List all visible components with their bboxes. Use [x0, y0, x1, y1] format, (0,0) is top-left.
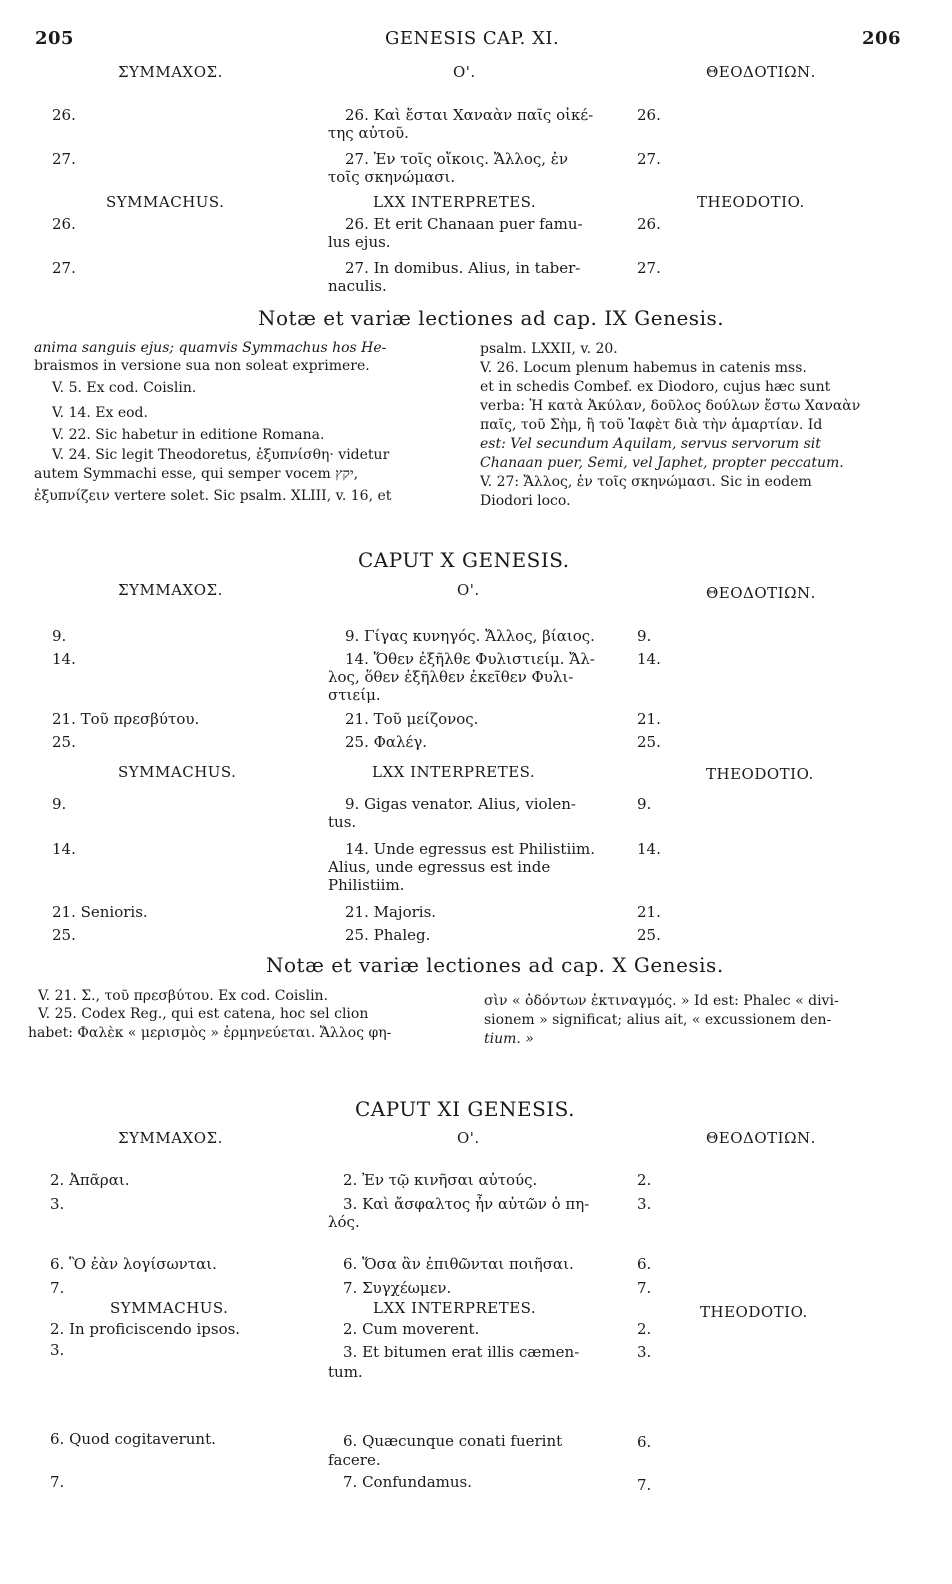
- x-note-right-line: σὶν « ὀδόντων ἐκτιναγμός. » Id est: Phalec « divi-: [484, 993, 839, 1009]
- x-greek-row-lxx-line: λος, ὅθεν ἐξῆλθεν ἐκεῖθεν Φυλι-: [328, 668, 574, 686]
- xi-latin-row-lxx-line: tum.: [328, 1363, 363, 1381]
- xi-greek-row-sym: 3.: [50, 1195, 65, 1213]
- ix-greek-row-lxx-line: 27. Ἐν τοῖς οἴκοις. Ἄλλος, ἐν: [345, 150, 568, 168]
- xi-greek-row-lxx-line: 2. Ἐν τῷ κινῆσαι αὐτούς.: [343, 1171, 538, 1189]
- x-latin-row-theo: 25.: [637, 926, 661, 944]
- x-latin-row-theo: 9.: [637, 795, 652, 813]
- xi-greek-row-theo: 2.: [637, 1171, 652, 1189]
- ix-greek-row-lxx-line: της αὐτοῦ.: [328, 124, 409, 142]
- ix-latin-header-symmachus: SYMMACHUS.: [106, 193, 225, 211]
- ix-latin-row-lxx-line: naculis.: [328, 277, 387, 295]
- ix-note-right-line: psalm. LXXII, v. 20.: [480, 341, 618, 357]
- ix-latin-header-theodotio: THEODOTIO.: [697, 193, 805, 211]
- xi-latin-header-symmachus: SYMMACHUS.: [110, 1299, 229, 1317]
- xi-greek-header-theodotion: ΘΕΟΔΟΤΙΩΝ.: [706, 1129, 816, 1147]
- xi-latin-row-sym: 2. In proficiscendo ipsos.: [50, 1320, 241, 1338]
- xi-latin-row-lxx-line: 3. Et bitumen erat illis cæmen-: [343, 1343, 580, 1361]
- ix-note-left-line: ἐξυπνίζειν vertere solet. Sic psalm. XLIII, v. 16, et: [34, 488, 392, 504]
- ix-note-left-line: V. 24. Sic legit Theodoretus, ἐξυπνίσθη· videtur: [52, 447, 390, 463]
- x-latin-row-lxx-line: Alius, unde egressus est inde: [328, 858, 551, 876]
- ix-latin-row-lxx-line: lus ejus.: [328, 233, 391, 251]
- x-latin-row-lxx-line: Philistiim.: [328, 876, 405, 894]
- x-greek-header-symmachus: ΣΥΜΜΑΧΟΣ.: [118, 581, 223, 599]
- x-greek-header-theodotion: ΘΕΟΔΟΤΙΩΝ.: [706, 584, 816, 602]
- x-note-left-line: habet: Φαλὲκ « μερισμὸς » ἑρμηνεύεται. Ἄλλος φη-: [28, 1025, 392, 1041]
- x-latin-row-lxx-line: 9. Gigas venator. Alius, violen-: [345, 795, 576, 813]
- ix-greek-row-sym: 27.: [52, 150, 76, 168]
- ix-latin-row-sym: 26.: [52, 215, 76, 233]
- xi-greek-row-sym: 7.: [50, 1279, 65, 1297]
- x-latin-row-sym: 25.: [52, 926, 76, 944]
- x-greek-row-sym: 21. Τοῦ πρεσβύτου.: [52, 710, 200, 728]
- ix-greek-row-lxx-line: 26. Καὶ ἔσται Χαναὰν παῖς οἰκέ-: [345, 106, 594, 124]
- xi-greek-row-sym: 6. Ὃ ἐὰν λογίσωνται.: [50, 1255, 217, 1273]
- x-greek-row-lxx-line: 9. Γίγας κυνηγός. Ἄλλος, βίαιος.: [345, 627, 595, 645]
- x-greek-row-theo: 9.: [637, 627, 652, 645]
- xi-latin-row-lxx-line: 7. Confundamus.: [343, 1473, 473, 1491]
- x-latin-row-theo: 14.: [637, 840, 661, 858]
- caput-x-title: CAPUT X GENESIS.: [358, 548, 570, 572]
- x-latin-row-lxx-line: 25. Phaleg.: [345, 926, 431, 944]
- xi-latin-row-sym: 7.: [50, 1473, 65, 1491]
- ix-latin-row-sym: 27.: [52, 259, 76, 277]
- ix-note-right-line: Diodori loco.: [480, 493, 571, 509]
- x-latin-row-sym: 21. Senioris.: [52, 903, 148, 921]
- x-greek-row-sym: 14.: [52, 650, 76, 668]
- x-latin-row-lxx-line: tus.: [328, 813, 357, 831]
- xi-greek-row-theo: 7.: [637, 1279, 652, 1297]
- ix-greek-row-theo: 26.: [637, 106, 661, 124]
- ix-greek-header-theodotion: ΘΕΟΔΟΤΙΩΝ.: [706, 63, 816, 81]
- ix-latin-row-theo: 27.: [637, 259, 661, 277]
- xi-latin-row-sym: 6. Quod cogitaverunt.: [50, 1430, 216, 1448]
- x-latin-header-symmachus: SYMMACHUS.: [118, 763, 237, 781]
- xi-latin-row-sym: 3.: [50, 1341, 65, 1359]
- ix-latin-header-lxx: LXX INTERPRETES.: [373, 193, 537, 211]
- xi-latin-header-lxx: LXX INTERPRETES.: [373, 1299, 537, 1317]
- ix-note-left-line: V. 5. Ex cod. Coislin.: [52, 380, 197, 396]
- running-title: GENESIS CAP. XI.: [385, 28, 560, 49]
- page-number-right: 206: [862, 28, 902, 49]
- xi-latin-header-theodotio: THEODOTIO.: [700, 1303, 808, 1321]
- x-note-right-line: sionem » significat; alius ait, « excussionem den-: [484, 1012, 832, 1028]
- x-latin-row-sym: 9.: [52, 795, 67, 813]
- xi-latin-row-theo: 7.: [637, 1476, 652, 1494]
- ix-greek-row-lxx-line: τοῖς σκηνώμασι.: [328, 168, 456, 186]
- xi-latin-row-lxx-line: 6. Quæcunque conati fuerint: [343, 1432, 563, 1450]
- x-greek-row-sym: 9.: [52, 627, 67, 645]
- ix-latin-row-lxx-line: 26. Et erit Chanaan puer famu-: [345, 215, 583, 233]
- ix-note-right-line: Chanaan puer, Semi, vel Japhet, propter peccatum.: [480, 455, 844, 471]
- ix-greek-row-theo: 27.: [637, 150, 661, 168]
- xi-greek-row-lxx-line: 3. Καὶ ἄσφαλτος ἦν αὐτῶν ὁ πη-: [343, 1195, 590, 1213]
- xi-latin-row-theo: 6.: [637, 1433, 652, 1451]
- x-greek-row-sym: 25.: [52, 733, 76, 751]
- x-note-right-line: tium. »: [484, 1031, 534, 1047]
- ix-greek-header-symmachus: ΣΥΜΜΑΧΟΣ.: [118, 63, 223, 81]
- ix-notes-title: Notæ et variæ lectiones ad cap. IX Genesis.: [258, 306, 725, 330]
- xi-greek-row-lxx-line: λός.: [328, 1213, 360, 1231]
- x-note-left-line: V. 25. Codex Reg., qui est catena, hoc sel clion: [38, 1006, 369, 1022]
- x-greek-row-theo: 25.: [637, 733, 661, 751]
- ix-note-right-line: παῖς, τοῦ Σὴμ, ἢ τοῦ Ἰαφὲτ διὰ τὴν ἁμαρτίαν. Id: [480, 417, 823, 433]
- x-latin-row-sym: 14.: [52, 840, 76, 858]
- x-greek-row-lxx-line: 25. Φαλέγ.: [345, 733, 428, 751]
- x-latin-row-theo: 21.: [637, 903, 661, 921]
- xi-greek-header-symmachus: ΣΥΜΜΑΧΟΣ.: [118, 1129, 223, 1147]
- x-greek-row-theo: 14.: [637, 650, 661, 668]
- ix-note-right-line: verba: Ἡ κατὰ Ἀκύλαν, δοῦλος δούλων ἔστω Χαναὰν: [480, 398, 861, 414]
- xi-latin-row-theo: 2.: [637, 1320, 652, 1338]
- x-latin-header-lxx: LXX INTERPRETES.: [372, 763, 536, 781]
- xi-greek-row-theo: 3.: [637, 1195, 652, 1213]
- xi-greek-row-sym: 2. Ἀπᾶραι.: [50, 1171, 130, 1189]
- x-latin-row-lxx-line: 21. Majoris.: [345, 903, 437, 921]
- xi-latin-row-lxx-line: 2. Cum moverent.: [343, 1320, 480, 1338]
- x-latin-row-lxx-line: 14. Unde egressus est Philistiim.: [345, 840, 596, 858]
- xi-greek-row-lxx-line: 6. Ὅσα ἂν ἐπιθῶνται ποιῆσαι.: [343, 1255, 574, 1273]
- page-number-left: 205: [35, 28, 75, 49]
- xi-greek-row-lxx-line: 7. Συγχέωμεν.: [343, 1279, 452, 1297]
- ix-note-left-line: V. 14. Ex eod.: [52, 405, 148, 421]
- ix-note-left-line: braismos in versione sua non soleat exprimere.: [34, 358, 370, 374]
- xi-greek-row-theo: 6.: [637, 1255, 652, 1273]
- x-latin-header-theodotio: THEODOTIO.: [706, 765, 814, 783]
- x-greek-header-lxx: Ο'.: [457, 581, 480, 599]
- ix-latin-row-theo: 26.: [637, 215, 661, 233]
- xi-greek-header-lxx: Ο'.: [457, 1129, 480, 1147]
- ix-note-right-line: et in schedis Combef. ex Diodoro, cujus hæc sunt: [480, 379, 831, 395]
- x-greek-row-lxx-line: 21. Τοῦ μείζονος.: [345, 710, 479, 728]
- ix-note-left-line: anima sanguis ejus; quamvis Symmachus hos He-: [34, 340, 387, 356]
- ix-note-right-line: est: Vel secundum Aquilam, servus servorum sit: [480, 436, 821, 452]
- caput-xi-title: CAPUT XI GENESIS.: [355, 1097, 576, 1121]
- x-note-left-line: V. 21. Σ., τοῦ πρεσβύτου. Ex cod. Coislin.: [38, 988, 329, 1004]
- xi-latin-row-theo: 3.: [637, 1343, 652, 1361]
- ix-note-left-line: autem Symmachi esse, qui semper vocem יקץ,: [34, 466, 359, 482]
- x-greek-row-theo: 21.: [637, 710, 661, 728]
- ix-note-left-line: V. 22. Sic habetur in editione Romana.: [52, 427, 325, 443]
- xi-latin-row-lxx-line: facere.: [328, 1451, 381, 1469]
- ix-greek-header-lxx: Ο'.: [453, 63, 476, 81]
- x-greek-row-lxx-line: στιείμ.: [328, 686, 381, 704]
- ix-greek-row-sym: 26.: [52, 106, 76, 124]
- ix-note-right-line: V. 27: Ἄλλος, ἐν τοῖς σκηνώμασι. Sic in eodem: [480, 474, 812, 490]
- ix-latin-row-lxx-line: 27. In domibus. Alius, in taber-: [345, 259, 581, 277]
- ix-note-right-line: V. 26. Locum plenum habemus in catenis mss.: [480, 360, 807, 376]
- x-greek-row-lxx-line: 14. Ὅθεν ἐξῆλθε Φυλιστιείμ. Ἄλ-: [345, 650, 595, 668]
- x-notes-title: Notæ et variæ lectiones ad cap. X Genesis.: [266, 953, 724, 977]
